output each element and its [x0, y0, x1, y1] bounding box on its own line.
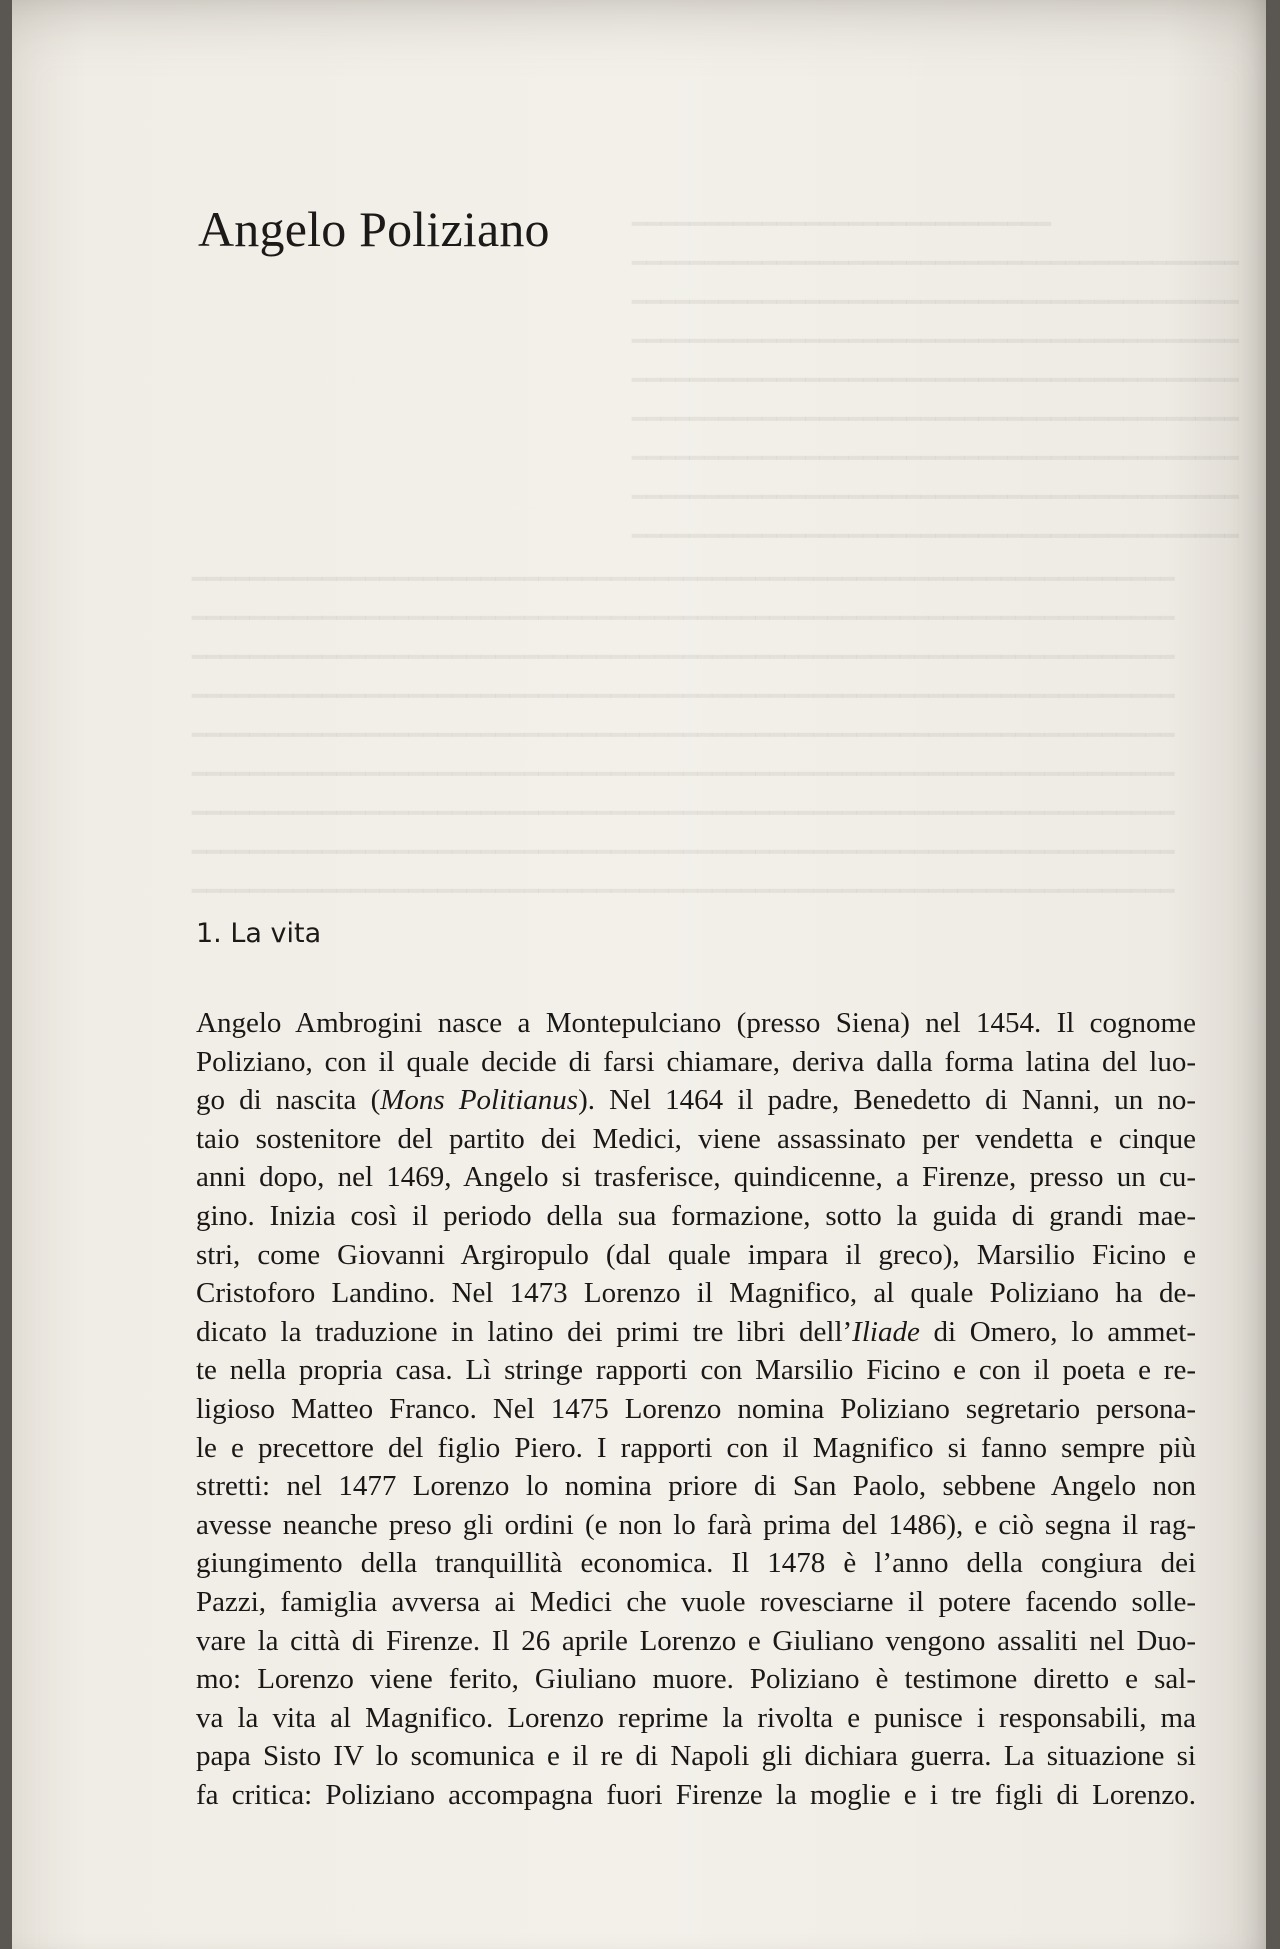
paragraph-line	[196, 1390, 1196, 1429]
paragraph-line	[196, 1544, 1196, 1583]
body-paragraph	[196, 1004, 1196, 1814]
paragraph-line	[196, 1467, 1196, 1506]
paragraph-line	[196, 1660, 1196, 1699]
text-segment: Poliziano, con il quale decide di farsi chiamare, deriva dalla forma latina del luo-	[196, 1045, 1196, 1078]
paragraph-line	[196, 1699, 1196, 1738]
paragraph-line	[196, 1429, 1196, 1468]
paragraph-line	[196, 1622, 1196, 1661]
text-segment: Cristoforo Landino. Nel 1473 Lorenzo il Magnifico, al quale Poliziano ha de-	[196, 1277, 1196, 1310]
text-segment: anni dopo, nel 1469, Angelo si trasferisce, quindicenne, a Firenze, presso un cu-	[196, 1161, 1196, 1194]
italic-text: Iliade	[852, 1315, 920, 1348]
text-segment: giungimento della tranquillità economica. Il 1478 è l’anno della congiura dei	[196, 1547, 1196, 1580]
paragraph-line	[196, 1236, 1196, 1275]
paragraph-line	[196, 1274, 1196, 1313]
italic-text: Mons Politianus	[380, 1084, 579, 1117]
paragraph-line	[196, 1043, 1196, 1082]
text-segment: va la vita al Magnifico. Lorenzo reprime la rivolta e punisce i responsabili, ma	[196, 1701, 1196, 1734]
text-segment: gino. Inizia così il periodo della sua formazione, sotto la guida di grandi mae-	[196, 1199, 1196, 1232]
paragraph-line	[196, 1313, 1196, 1352]
text-segment: dicato la traduzione in latino dei primi tre libri dell’	[196, 1315, 853, 1348]
text-segment: stretti: nel 1477 Lorenzo lo nomina priore di San Paolo, sebbene Angelo non	[196, 1470, 1196, 1503]
text-segment: Angelo Ambrogini nasce a Montepulciano (presso Siena) nel 1454. Il cognome	[196, 1007, 1196, 1039]
paragraph-line	[196, 1197, 1196, 1236]
paragraph-line	[196, 1120, 1196, 1159]
paragraph-line	[196, 1776, 1196, 1815]
text-segment: Pazzi, famiglia avversa ai Medici che vuole rovesciarne il potere facendo solle-	[196, 1585, 1196, 1618]
paragraph-line	[196, 1737, 1196, 1776]
paragraph-line	[196, 1004, 1196, 1043]
text-segment: ). Nel 1464 il padre, Benedetto di Nanni, un no-	[578, 1084, 1197, 1117]
text-segment: taio sostenitore del partito dei Medici, viene assassinato per vendetta e cinque	[196, 1122, 1196, 1155]
paragraph-line	[196, 1081, 1196, 1120]
text-segment: papa Sisto IV lo scomunica e il re di Napoli gli dichiara guerra. La situazione si	[196, 1740, 1196, 1773]
text-segment: te nella propria casa. Lì stringe rapporti con Marsilio Ficino e con il poeta e re-	[196, 1354, 1196, 1387]
text-segment: vare la città di Firenze. Il 26 aprile Lorenzo e Giuliano vengono assaliti nel Duo-	[196, 1624, 1196, 1657]
show-through-texture-2: ━━━━━━━━━━━━━━━━━━━━━━━━━━━━━━━━━━━━━━━━━━━━━━━━━━━━━━━━━━━━━━━━━━━━ ━━━━━━━━━━━━━━━━━━━━━━━━━━━━━━━━━━━━━━━━━━━━━━━━━━━━━━━━━━━━━━━━━━━━ ━━━━━━━━━━━━━━━━━━━━━━━━━━━━━━━━━━━━━━━━━━━━━━━━━━━━━━━━━━━━━━━━━━━━ ━━━━━━━━━━━━━━━━━━━━━━━━━━━━━━━━━━━━━━━━━━━━━━━━━━━━━━━━━━━━━━━━━━━━ ━━━━━━━━━━━━━━━━━━━━━━━━━━━━━━━━━━━━━━━━━━━━━━━━━━━━━━━━━━━━━━━━━━━━ ━━━━━━━━━━━━━━━━━━━━━━━━━━━━━━━━━━━━━━━━━━━━━━━━━━━━━━━━━━━━━━━━━━━━ ━━━━━━━━━━━━━━━━━━━━━━━━━━━━━━━━━━━━━━━━━━━━━━━━━━━━━━━━━━━━━━━━━━━━ ━━━━━━━━━━━━━━━━━━━━━━━━━━━━━━━━━━━━━━━━━━━━━━━━━━━━━━━━━━━━━━━━━━━━ ━━━━━━━━━━━━━━━━━━━━━━━━━━━━━━━━━━━━━━━━━━━━━━━━━━━━━━━━━━━━━━━━━━━━	[192, 565, 1175, 905]
section-heading: 1. La vita	[196, 918, 322, 949]
text-segment: avesse neanche preso gli ordini (e non lo farà prima del 1486), e ciò segna il rag-	[196, 1508, 1196, 1541]
book-page	[12, 0, 1266, 1949]
text-segment: mo: Lorenzo viene ferito, Giuliano muore. Poliziano è testimone diretto e sal-	[196, 1663, 1196, 1696]
paragraph-line	[196, 1351, 1196, 1390]
text-segment: go di nascita (	[196, 1084, 381, 1117]
text-segment: stri, come Giovanni Argiropulo (dal quale impara il greco), Marsilio Ficino e	[196, 1238, 1196, 1271]
show-through-texture: ━━━━━━━━━━━━━━━━━━━━━━━━━━━━━ ━━━━━━━━━━━━━━━━━━━━━━━━━━━━━━━━━━━━━━━━━━ ━━━━━━━━━━━━━━━━━━━━━━━━━━━━━━━━━━━━━━━━━━ ━━━━━━━━━━━━━━━━━━━━━━━━━━━━━━━━━━━━━━━━━━ ━━━━━━━━━━━━━━━━━━━━━━━━━━━━━━━━━━━━━━━━━━ ━━━━━━━━━━━━━━━━━━━━━━━━━━━━━━━━━━━━━━━━━━ ━━━━━━━━━━━━━━━━━━━━━━━━━━━━━━━━━━━━━━━━━━ ━━━━━━━━━━━━━━━━━━━━━━━━━━━━━━━━━━━━━━━━━━ ━━━━━━━━━━━━━━━━━━━━━━━━━━━━━━━━━━━━━━━━━━	[632, 210, 1239, 550]
text-segment: di Omero, lo ammet-	[919, 1315, 1196, 1348]
paragraph-line	[196, 1506, 1196, 1545]
paragraph-line	[196, 1583, 1196, 1622]
text-segment: ligioso Matteo Franco. Nel 1475 Lorenzo nomina Poliziano segretario persona-	[196, 1392, 1196, 1425]
page-title: Angelo Poliziano	[198, 201, 550, 257]
paragraph-line	[196, 1158, 1196, 1197]
text-segment: le e precettore del figlio Piero. I rapporti con il Magnifico si fanno sempre più	[196, 1431, 1196, 1464]
text-segment: fa critica: Poliziano accompagna fuori Firenze la moglie e i tre figli di Lorenzo.	[196, 1778, 1196, 1811]
